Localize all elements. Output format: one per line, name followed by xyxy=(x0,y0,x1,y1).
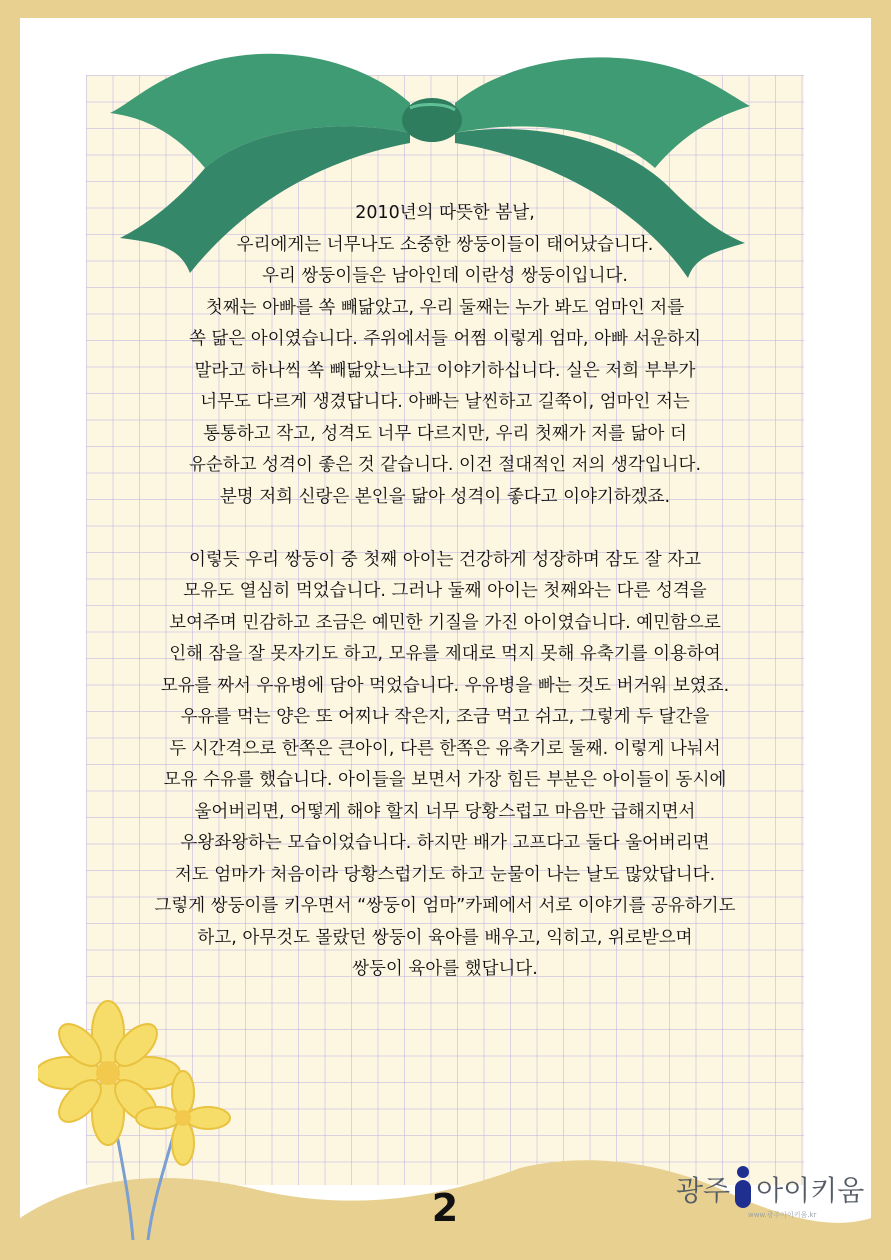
text-line: 그렇게 쌍둥이를 키우면서 “쌍둥이 엄마”카페에서 서로 이야기를 공유하기도 xyxy=(154,896,736,916)
text-line: 우왕좌왕하는 모습이었습니다. 하지만 배가 고프다고 둘다 울어버리면 xyxy=(180,833,710,853)
paragraph-2 xyxy=(120,545,770,986)
text-line: 우리에게는 너무나도 소중한 쌍둥이들이 태어났습니다. xyxy=(236,234,654,255)
letter-page xyxy=(20,18,871,1242)
text-line: 너무도 다르게 생겼답니다. 아빠는 날씬하고 길쭉이, 엄마인 저는 xyxy=(200,392,690,412)
text-line: 두 시간격으로 한쪽은 큰아이, 다른 한쪽은 유축기로 둘째. 이렇게 나눠서 xyxy=(169,738,721,759)
yellow-flowers-decoration xyxy=(38,978,238,1240)
brand-i-icon xyxy=(732,1166,754,1208)
text-line: 모유 수유를 했습니다. 아이들을 보면서 가장 힘든 부분은 아이들이 동시에 xyxy=(163,770,727,790)
text-line: 하고, 아무것도 몰랐던 쌍둥이 육아를 배우고, 익히고, 위로받으며 xyxy=(197,927,693,948)
story-text xyxy=(120,198,770,986)
brand-url: www.광주아이키움.kr xyxy=(748,1211,817,1219)
brand-city: 광주 xyxy=(676,1174,731,1207)
brand-row xyxy=(676,1166,864,1208)
text-line: 분명 저희 신랑은 본인을 닮아 성격이 좋다고 이야기하겠죠. xyxy=(219,486,671,507)
text-line: 모유도 열심히 먹었습니다. 그러나 둘째 아이는 첫째와는 다른 성격을 xyxy=(183,581,707,601)
text-line: 첫째는 아빠를 쏙 빼닮았고, 우리 둘째는 누가 봐도 엄마인 저를 xyxy=(205,297,685,318)
text-line: 인해 잠을 잘 못자기도 하고, 모유를 제대로 먹지 못해 유축기를 이용하여 xyxy=(169,644,721,664)
text-line: 울어버리면, 어떻게 해야 할지 너무 당황스럽고 마음만 급해지면서 xyxy=(194,801,696,822)
text-line: 2010년의 따뜻한 봄날, xyxy=(355,203,535,223)
text-line: 유순하고 성격이 좋은 것 같습니다. 이건 절대적인 저의 생각입니다. xyxy=(188,455,702,475)
text-line: 보여주며 민감하고 조금은 예민한 기질을 가진 아이였습니다. 예민함으로 xyxy=(169,612,721,633)
paragraph-gap xyxy=(120,513,770,545)
text-line: 쌍둥이 육아를 했답니다. xyxy=(352,959,538,979)
text-line: 모유를 짜서 우유병에 담아 먹었습니다. 우유병을 빠는 것도 버거워 보였죠. xyxy=(160,675,730,696)
text-line: 쏙 닮은 아이였습니다. 주위에서들 어쩜 이렇게 엄마, 아빠 서운하지 xyxy=(188,329,702,349)
brand-name: 아이키움 xyxy=(756,1174,865,1207)
brand-logo xyxy=(676,1158,866,1228)
paragraph-1 xyxy=(120,198,770,513)
text-line: 통통하고 작고, 성격도 너무 다르지만, 우리 첫째가 저를 닮아 더 xyxy=(203,423,687,444)
text-line: 말라고 하나씩 쏙 빼닮았느냐고 이야기하십니다. 실은 저희 부부가 xyxy=(194,360,696,381)
text-line: 우리 쌍둥이들은 남아인데 이란성 쌍둥이입니다. xyxy=(262,266,628,286)
text-line: 이렇듯 우리 쌍둥이 중 첫째 아이는 건강하게 성장하며 잠도 잘 자고 xyxy=(188,549,702,570)
text-line: 우유를 먹는 양은 또 어찌나 작은지, 조금 먹고 쉬고, 그렇게 두 달간을 xyxy=(180,707,710,727)
text-line: 저도 엄마가 처음이라 당황스럽기도 하고 눈물이 나는 날도 많았답니다. xyxy=(174,864,716,885)
page-number: 2 xyxy=(431,1186,459,1230)
